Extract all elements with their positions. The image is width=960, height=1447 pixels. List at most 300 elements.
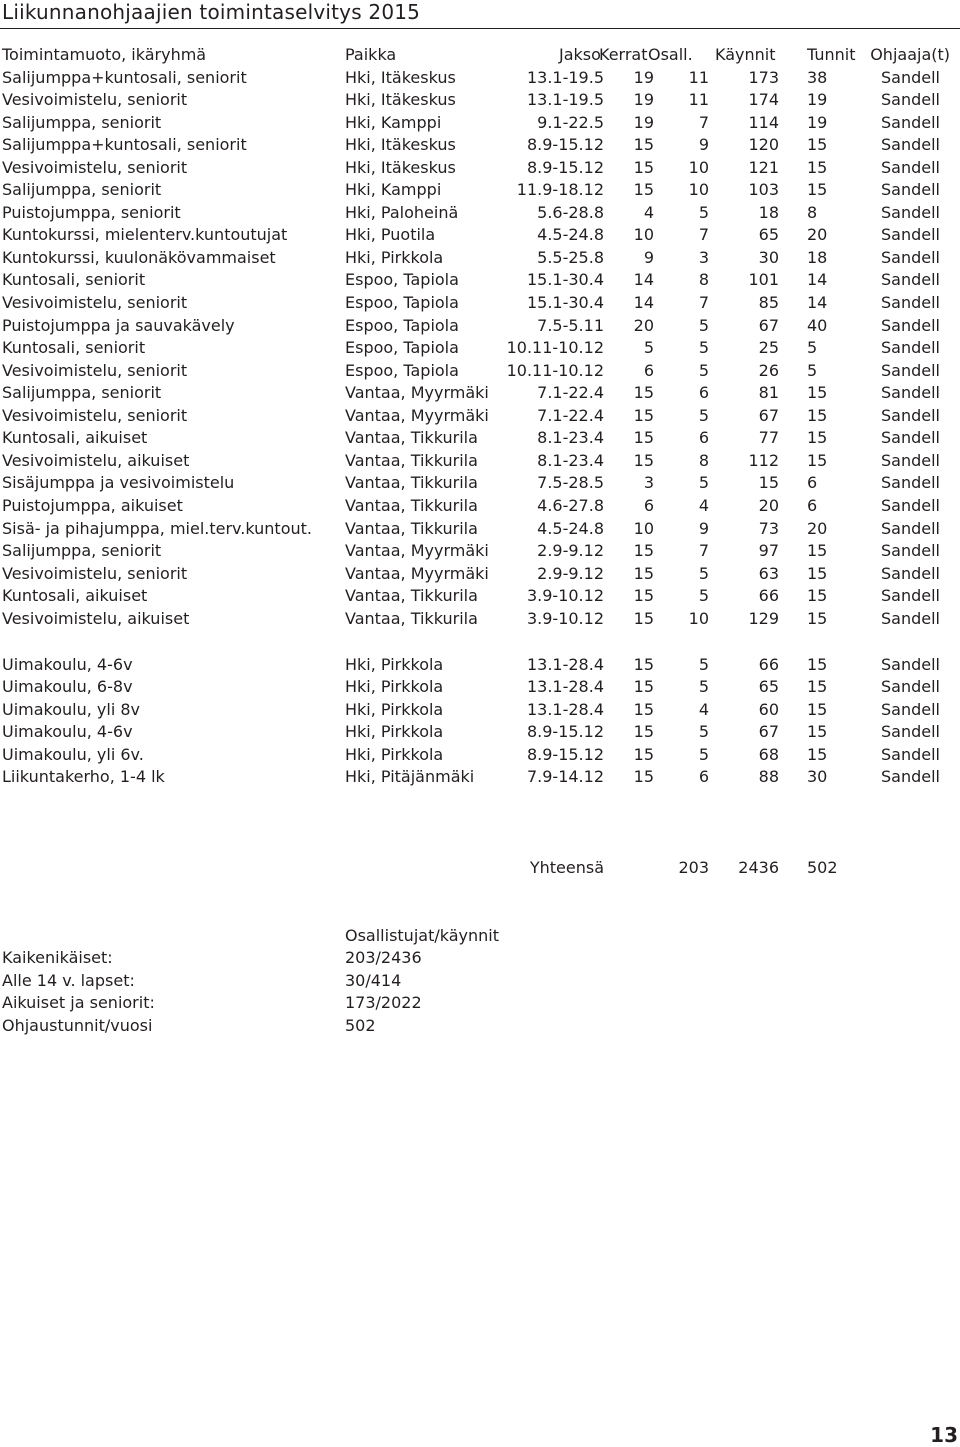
cell-kerrat: 19 (633, 90, 654, 110)
cell-osall: 10 (688, 157, 709, 177)
table-row (0, 472, 960, 495)
cell-period: 10.11-10.12 (506, 338, 604, 358)
cell-place: Vantaa, Tikkurila (345, 450, 478, 470)
cell-tunnit: 5 (807, 360, 818, 380)
cell-osall: 5 (698, 563, 709, 583)
cell-kerrat: 15 (633, 654, 654, 674)
cell-ohjaaja: Sandell (881, 202, 940, 222)
cell-tunnit: 20 (807, 225, 828, 245)
cell-ohjaaja: Sandell (881, 338, 940, 358)
cell-place: Vantaa, Tikkurila (345, 495, 478, 515)
cell-kerrat: 3 (643, 473, 654, 493)
cell-tunnit: 15 (807, 383, 828, 403)
summary-row (0, 1015, 960, 1038)
cell-tunnit: 15 (807, 744, 828, 764)
summary-label: Alle 14 v. lapset: (2, 971, 135, 990)
cell-period: 7.9-14.12 (526, 767, 604, 787)
cell-place: Espoo, Tapiola (345, 270, 459, 290)
cell-activity: Uimakoulu, 6-8v (2, 677, 133, 697)
cell-tunnit: 40 (807, 315, 828, 335)
table-row (0, 382, 960, 405)
cell-osall: 5 (698, 586, 709, 606)
table-row (0, 202, 960, 225)
cell-kerrat: 15 (633, 135, 654, 155)
cell-ohjaaja: Sandell (881, 180, 940, 200)
cell-kaynnit: 68 (758, 744, 779, 764)
cell-ohjaaja: Sandell (881, 225, 940, 245)
cell-activity: Salijumppa, seniorit (2, 383, 162, 403)
cell-kaynnit: 120 (748, 135, 779, 155)
cell-place: Hki, Kamppi (345, 112, 442, 132)
cell-activity: Salijumppa, seniorit (2, 112, 162, 132)
cell-ohjaaja: Sandell (881, 383, 940, 403)
cell-activity: Kuntosali, aikuiset (2, 586, 148, 606)
cell-ohjaaja: Sandell (881, 608, 940, 628)
header-place: Paikka (345, 45, 397, 64)
summary-row (0, 970, 960, 993)
summary-value: 30/414 (345, 971, 402, 990)
cell-period: 4.6-27.8 (537, 495, 604, 515)
cell-place: Hki, Itäkeskus (345, 135, 456, 155)
cell-kaynnit: 173 (748, 67, 779, 87)
cell-kerrat: 20 (633, 315, 654, 335)
cell-ohjaaja: Sandell (881, 315, 940, 335)
cell-kerrat: 15 (633, 541, 654, 561)
cell-kerrat: 6 (643, 360, 654, 380)
cell-kaynnit: 65 (758, 677, 779, 697)
page-number: 13 (930, 1423, 958, 1447)
table-row (0, 224, 960, 247)
cell-kaynnit: 101 (748, 270, 779, 290)
cell-period: 3.9-10.12 (526, 586, 604, 606)
cell-activity: Salijumppa, seniorit (2, 180, 162, 200)
cell-osall: 5 (698, 360, 709, 380)
cell-kerrat: 15 (633, 563, 654, 583)
cell-activity: Vesivoimistelu, seniorit (2, 293, 188, 312)
table-header (0, 44, 960, 67)
header-ohjaaja: Ohjaaja(t) (870, 45, 950, 64)
cell-osall: 9 (698, 518, 709, 538)
cell-ohjaaja: Sandell (881, 90, 940, 110)
cell-osall: 6 (698, 428, 709, 448)
cell-kaynnit: 63 (758, 563, 779, 583)
table-row (0, 744, 960, 767)
cell-osall: 11 (688, 90, 709, 110)
cell-ohjaaja: Sandell (881, 157, 940, 177)
header-tunnit: Tunnit (807, 45, 856, 64)
table-row (0, 315, 960, 338)
summary-value: 203/2436 (345, 948, 422, 967)
cell-kerrat: 15 (633, 744, 654, 764)
cell-place: Vantaa, Tikkurila (345, 518, 478, 538)
cell-activity: Vesivoimistelu, seniorit (2, 157, 188, 177)
cell-place: Vantaa, Tikkurila (345, 428, 478, 448)
cell-period: 13.1-28.4 (526, 677, 604, 697)
cell-osall: 7 (698, 225, 709, 245)
cell-kerrat: 15 (633, 405, 654, 425)
cell-osall: 5 (698, 202, 709, 222)
cell-osall: 4 (698, 495, 709, 515)
cell-activity: Kuntosali, seniorit (2, 338, 146, 358)
cell-osall: 5 (698, 677, 709, 697)
cell-kaynnit: 88 (758, 767, 779, 787)
cell-kaynnit: 26 (758, 360, 779, 380)
table-row (0, 654, 960, 677)
cell-period: 13.1-19.5 (526, 90, 604, 110)
cell-period: 10.11-10.12 (506, 360, 604, 380)
cell-place: Hki, Puotila (345, 225, 436, 245)
cell-ohjaaja: Sandell (881, 744, 940, 764)
cell-kaynnit: 60 (758, 699, 779, 719)
cell-osall: 11 (688, 67, 709, 87)
cell-kaynnit: 67 (758, 722, 779, 742)
cell-ohjaaja: Sandell (881, 518, 940, 538)
cell-activity: Vesivoimistelu, aikuiset (2, 608, 190, 628)
cell-place: Vantaa, Myyrmäki (345, 405, 489, 425)
cell-activity: Kuntosali, seniorit (2, 270, 146, 290)
cell-tunnit: 38 (807, 67, 828, 87)
cell-ohjaaja: Sandell (881, 428, 940, 448)
cell-kerrat: 15 (633, 428, 654, 448)
cell-kerrat: 14 (633, 270, 654, 290)
cell-place: Vantaa, Myyrmäki (345, 541, 489, 561)
cell-kaynnit: 66 (758, 586, 779, 606)
cell-kerrat: 19 (633, 112, 654, 132)
cell-place: Espoo, Tapiola (345, 338, 459, 358)
table-row (0, 292, 960, 315)
header-activity: Toimintamuoto, ikäryhmä (2, 45, 207, 64)
cell-ohjaaja: Sandell (881, 405, 940, 425)
cell-kerrat: 4 (643, 202, 654, 222)
cell-period: 7.1-22.4 (537, 383, 604, 403)
cell-tunnit: 15 (807, 428, 828, 448)
cell-kerrat: 15 (633, 157, 654, 177)
cell-kerrat: 15 (633, 180, 654, 200)
cell-activity: Uimakoulu, yli 6v. (2, 744, 144, 764)
cell-osall: 5 (698, 473, 709, 493)
totals-kaynnit: 2436 (738, 858, 779, 877)
cell-period: 11.9-18.12 (516, 180, 604, 200)
cell-place: Espoo, Tapiola (345, 315, 459, 335)
table-row (0, 157, 960, 180)
summary-label: Aikuiset ja seniorit: (2, 993, 155, 1012)
cell-osall: 3 (698, 247, 709, 267)
cell-ohjaaja: Sandell (881, 767, 940, 787)
cell-period: 8.1-23.4 (537, 450, 604, 470)
cell-place: Hki, Itäkeskus (345, 90, 456, 110)
cell-tunnit: 15 (807, 135, 828, 155)
cell-tunnit: 5 (807, 338, 818, 358)
cell-kaynnit: 30 (758, 247, 779, 267)
cell-ohjaaja: Sandell (881, 473, 940, 493)
cell-period: 7.1-22.4 (537, 405, 604, 425)
cell-osall: 5 (698, 315, 709, 335)
cell-period: 13.1-28.4 (526, 654, 604, 674)
cell-osall: 5 (698, 405, 709, 425)
cell-activity: Salijumppa, seniorit (2, 541, 162, 561)
cell-kaynnit: 97 (758, 541, 779, 561)
header-kerrat: Kerrat (599, 45, 648, 64)
cell-activity: Puistojumppa ja sauvakävely (2, 315, 235, 335)
cell-kerrat: 15 (633, 767, 654, 787)
cell-period: 2.9-9.12 (537, 563, 604, 583)
cell-activity: Vesivoimistelu, seniorit (2, 563, 188, 583)
cell-period: 8.9-15.12 (526, 135, 604, 155)
cell-period: 8.9-15.12 (526, 157, 604, 177)
cell-kerrat: 9 (643, 247, 654, 267)
cell-place: Vantaa, Tikkurila (345, 586, 478, 606)
cell-kaynnit: 85 (758, 293, 779, 312)
cell-kaynnit: 18 (758, 202, 779, 222)
summary-label: Ohjaustunnit/vuosi (2, 1016, 153, 1035)
cell-activity: Liikuntakerho, 1-4 lk (2, 767, 165, 787)
cell-period: 7.5-28.5 (537, 473, 604, 493)
cell-activity: Sisäjumppa ja vesivoimistelu (2, 473, 235, 493)
cell-tunnit: 14 (807, 293, 828, 312)
cell-osall: 8 (698, 270, 709, 290)
cell-osall: 7 (698, 112, 709, 132)
cell-osall: 5 (698, 744, 709, 764)
totals-label: Yhteensä (529, 858, 604, 877)
cell-period: 3.9-10.12 (526, 608, 604, 628)
cell-kerrat: 15 (633, 699, 654, 719)
cell-tunnit: 30 (807, 767, 828, 787)
cell-place: Vantaa, Tikkurila (345, 608, 478, 628)
cell-activity: Vesivoimistelu, seniorit (2, 90, 188, 110)
cell-activity: Vesivoimistelu, aikuiset (2, 450, 190, 470)
cell-ohjaaja: Sandell (881, 677, 940, 697)
cell-kaynnit: 103 (748, 180, 779, 200)
cell-kerrat: 15 (633, 677, 654, 697)
cell-activity: Vesivoimistelu, seniorit (2, 360, 188, 380)
cell-tunnit: 15 (807, 450, 828, 470)
cell-ohjaaja: Sandell (881, 654, 940, 674)
cell-activity: Salijumppa+kuntosali, seniorit (2, 135, 247, 155)
cell-tunnit: 15 (807, 586, 828, 606)
cell-kaynnit: 81 (758, 383, 779, 403)
cell-period: 15.1-30.4 (526, 293, 604, 312)
cell-kaynnit: 66 (758, 654, 779, 674)
cell-ohjaaja: Sandell (881, 67, 940, 87)
cell-activity: Puistojumppa, seniorit (2, 202, 181, 222)
table-row (0, 518, 960, 541)
cell-ohjaaja: Sandell (881, 360, 940, 380)
cell-period: 8.1-23.4 (537, 428, 604, 448)
cell-osall: 10 (688, 180, 709, 200)
cell-kaynnit: 20 (758, 495, 779, 515)
cell-period: 4.5-24.8 (537, 518, 604, 538)
table-row (0, 563, 960, 586)
summary-heading: Osallistujat/käynnit (345, 926, 499, 945)
table-row (0, 179, 960, 202)
cell-tunnit: 15 (807, 699, 828, 719)
cell-activity: Puistojumppa, aikuiset (2, 495, 183, 515)
cell-ohjaaja: Sandell (881, 112, 940, 132)
cell-tunnit: 8 (807, 202, 818, 222)
table-row (0, 721, 960, 744)
table-row (0, 699, 960, 722)
cell-tunnit: 20 (807, 518, 828, 538)
cell-activity: Kuntokurssi, kuulonäkövammaiset (2, 247, 276, 267)
cell-osall: 7 (698, 293, 709, 312)
cell-kerrat: 10 (633, 225, 654, 245)
cell-kaynnit: 77 (758, 428, 779, 448)
cell-activity: Uimakoulu, yli 8v (2, 699, 141, 719)
cell-period: 13.1-19.5 (526, 67, 604, 87)
cell-kaynnit: 114 (748, 112, 779, 132)
cell-kaynnit: 73 (758, 518, 779, 538)
table-row (0, 405, 960, 428)
cell-tunnit: 6 (807, 495, 818, 515)
table-row (0, 540, 960, 563)
header-kaynnit: Käynnit (715, 45, 776, 64)
totals-osall: 203 (678, 858, 709, 877)
cell-kerrat: 14 (633, 293, 654, 312)
cell-ohjaaja: Sandell (881, 586, 940, 606)
cell-ohjaaja: Sandell (881, 270, 940, 290)
totals-tunnit: 502 (807, 858, 838, 877)
cell-tunnit: 19 (807, 90, 828, 110)
cell-kaynnit: 129 (748, 608, 779, 628)
cell-activity: Uimakoulu, 4-6v (2, 722, 133, 742)
table-row (0, 427, 960, 450)
cell-place: Hki, Pirkkola (345, 247, 444, 267)
header-period: Jakso (559, 45, 601, 64)
cell-tunnit: 15 (807, 405, 828, 425)
table-row (0, 134, 960, 157)
cell-place: Hki, Kamppi (345, 180, 442, 200)
summary-label: Kaikenikäiset: (2, 948, 113, 967)
cell-place: Hki, Itäkeskus (345, 67, 456, 87)
cell-tunnit: 15 (807, 654, 828, 674)
cell-place: Vantaa, Myyrmäki (345, 383, 489, 403)
cell-place: Espoo, Tapiola (345, 293, 459, 312)
cell-kerrat: 15 (633, 608, 654, 628)
summary-value: 502 (345, 1016, 376, 1035)
cell-ohjaaja: Sandell (881, 293, 940, 312)
cell-kerrat: 19 (633, 67, 654, 87)
cell-ohjaaja: Sandell (881, 495, 940, 515)
cell-ohjaaja: Sandell (881, 135, 940, 155)
cell-osall: 10 (688, 608, 709, 628)
cell-osall: 6 (698, 767, 709, 787)
summary-value: 173/2022 (345, 993, 422, 1012)
cell-kaynnit: 67 (758, 315, 779, 335)
table-row (0, 766, 960, 789)
cell-place: Vantaa, Tikkurila (345, 473, 478, 493)
cell-tunnit: 19 (807, 112, 828, 132)
cell-tunnit: 15 (807, 541, 828, 561)
cell-tunnit: 15 (807, 180, 828, 200)
cell-ohjaaja: Sandell (881, 722, 940, 742)
table-row (0, 585, 960, 608)
cell-kaynnit: 121 (748, 157, 779, 177)
cell-period: 4.5-24.8 (537, 225, 604, 245)
cell-osall: 9 (698, 135, 709, 155)
header-osall: Osall. (648, 45, 693, 64)
cell-osall: 8 (698, 450, 709, 470)
cell-kerrat: 15 (633, 383, 654, 403)
cell-kerrat: 15 (633, 722, 654, 742)
cell-tunnit: 14 (807, 270, 828, 290)
cell-tunnit: 15 (807, 608, 828, 628)
cell-kerrat: 15 (633, 450, 654, 470)
title-divider (0, 28, 960, 29)
cell-kaynnit: 67 (758, 405, 779, 425)
cell-tunnit: 15 (807, 157, 828, 177)
cell-ohjaaja: Sandell (881, 247, 940, 267)
cell-activity: Sisä- ja pihajumppa, miel.terv.kuntout. (2, 518, 312, 538)
table-row (0, 337, 960, 360)
cell-activity: Kuntosali, aikuiset (2, 428, 148, 448)
cell-tunnit: 15 (807, 722, 828, 742)
cell-ohjaaja: Sandell (881, 450, 940, 470)
table-row (0, 360, 960, 383)
cell-period: 8.9-15.12 (526, 744, 604, 764)
table-row (0, 89, 960, 112)
cell-kaynnit: 174 (748, 90, 779, 110)
cell-kerrat: 6 (643, 495, 654, 515)
cell-ohjaaja: Sandell (881, 541, 940, 561)
cell-osall: 7 (698, 541, 709, 561)
cell-kerrat: 5 (643, 338, 654, 358)
table-row (0, 608, 960, 631)
table-row (0, 269, 960, 292)
cell-place: Hki, Itäkeskus (345, 157, 456, 177)
summary-row (0, 992, 960, 1015)
page-title: Liikunnanohjaajien toimintaselvitys 2015 (2, 0, 421, 24)
cell-place: Hki, Pirkkola (345, 722, 444, 742)
cell-place: Hki, Pitäjänmäki (345, 767, 475, 787)
cell-kaynnit: 25 (758, 338, 779, 358)
cell-period: 5.5-25.8 (537, 247, 604, 267)
cell-osall: 5 (698, 722, 709, 742)
cell-place: Hki, Pirkkola (345, 654, 444, 674)
cell-tunnit: 18 (807, 247, 828, 267)
cell-place: Hki, Pirkkola (345, 744, 444, 764)
cell-osall: 4 (698, 699, 709, 719)
cell-place: Hki, Paloheinä (345, 202, 459, 222)
cell-tunnit: 6 (807, 473, 818, 493)
cell-activity: Uimakoulu, 4-6v (2, 654, 133, 674)
cell-place: Hki, Pirkkola (345, 677, 444, 697)
cell-place: Hki, Pirkkola (345, 699, 444, 719)
cell-period: 15.1-30.4 (526, 270, 604, 290)
cell-kerrat: 10 (633, 518, 654, 538)
cell-osall: 5 (698, 654, 709, 674)
cell-kaynnit: 112 (748, 450, 779, 470)
cell-activity: Vesivoimistelu, seniorit (2, 405, 188, 425)
totals-row (0, 857, 960, 880)
cell-kerrat: 15 (633, 586, 654, 606)
cell-period: 8.9-15.12 (526, 722, 604, 742)
cell-period: 2.9-9.12 (537, 541, 604, 561)
cell-kaynnit: 15 (758, 473, 779, 493)
cell-activity: Salijumppa+kuntosali, seniorit (2, 67, 247, 87)
cell-period: 13.1-28.4 (526, 699, 604, 719)
cell-place: Espoo, Tapiola (345, 360, 459, 380)
table-row (0, 67, 960, 90)
table-row (0, 450, 960, 473)
cell-period: 5.6-28.8 (537, 202, 604, 222)
cell-tunnit: 15 (807, 563, 828, 583)
cell-place: Vantaa, Myyrmäki (345, 563, 489, 583)
table-row (0, 676, 960, 699)
cell-ohjaaja: Sandell (881, 699, 940, 719)
cell-osall: 6 (698, 383, 709, 403)
summary-row (0, 947, 960, 970)
cell-period: 9.1-22.5 (537, 112, 604, 132)
